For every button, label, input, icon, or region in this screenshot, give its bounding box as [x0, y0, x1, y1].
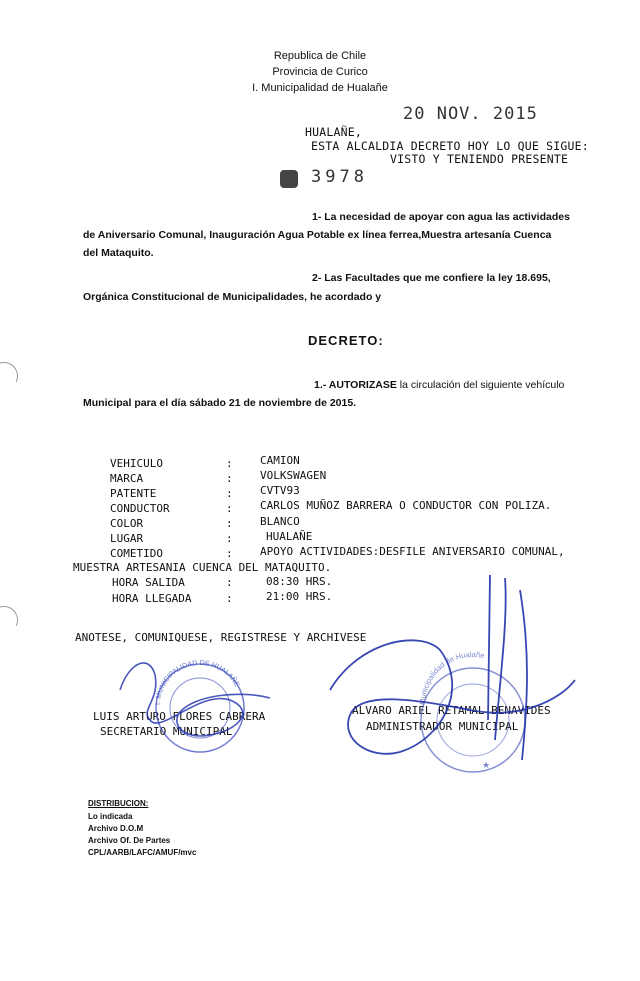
date-stamp: 20 NOV. 2015 [403, 104, 538, 124]
right-signature [330, 575, 575, 760]
vehicle-label-vehiculo: VEHICULO [110, 457, 163, 470]
decree-number: 3978 [311, 167, 368, 187]
cometido-continuation: MUESTRA ARTESANIA CUENCA DEL MATAQUITO. [73, 561, 332, 574]
svg-text:★: ★ [482, 760, 491, 770]
intro-line-1: ESTA ALCALDIA DECRETO HOY LO QUE SIGUE: [311, 139, 589, 153]
signatory-left-name: LUIS ARTURO FLORES CABRERA [93, 710, 266, 723]
vehicle-value-lugar: HUALAÑE [266, 530, 313, 543]
signatory-right-title: ADMINISTRADOR MUNICIPAL [366, 720, 519, 733]
vehicle-value-cometido: APOYO ACTIVIDADES:DESFILE ANIVERSARIO COMUNAL, [260, 545, 565, 558]
vehicle-label-patente: PATENTE [110, 487, 157, 500]
vehicle-value-marca: VOLKSWAGEN [260, 469, 327, 482]
vehicle-label-cometido: COMETIDO [110, 547, 163, 560]
article-1-line-2: Municipal para el día sábado 21 de noviembre de 2015. [83, 397, 357, 409]
time-value-llegada: 21:00 HRS. [266, 590, 333, 603]
left-signature [120, 663, 270, 736]
header-republica: Republica de Chile [273, 50, 367, 62]
vehicle-value-conductor: CARLOS MUÑOZ BARRERA O CONDUCTOR CON POLIZA. [260, 499, 552, 512]
vehicle-sep: : [226, 502, 233, 515]
vehicle-sep: : [226, 457, 233, 470]
vehicle-sep: : [226, 532, 233, 545]
signatory-right-name: ALVARO ARIEL RETAMAL BENAVIDES [352, 704, 551, 717]
time-label-salida: HORA SALIDA [112, 576, 185, 589]
vehicle-sep: : [226, 487, 233, 500]
visto-2-line-2: Orgánica Constitucional de Municipalidades, he acordado y [83, 291, 382, 303]
vehicle-sep: : [226, 472, 233, 485]
vehicle-value-patente: CVTV93 [260, 484, 300, 497]
vehicle-value-color: BLANCO [260, 515, 300, 528]
article-1-lead: 1.- [314, 379, 327, 391]
svg-text:I. MUNICIPALIDAD DE HUALAÑE [155, 660, 240, 705]
distribution-item: CPL/AARB/LAFC/AMUF/mvc [88, 848, 197, 857]
distribution-item: Lo indicada [88, 812, 133, 821]
vehicle-sep: : [226, 547, 233, 560]
intro-line-2: VISTO Y TENIENDO PRESENTE [390, 152, 569, 166]
vehicle-label-marca: MARCA [110, 472, 144, 485]
header-municipalidad: I. Municipalidad de Hualañe [252, 82, 388, 94]
time-label-llegada: HORA LLEGADA [112, 592, 192, 605]
place-name: HUALAÑE, [305, 125, 362, 139]
signatory-left-title: SECRETARIO MUNICIPAL [100, 725, 233, 738]
vehicle-label-conductor: CONDUCTOR [110, 502, 170, 515]
time-sep: : [226, 576, 233, 589]
time-value-salida: 08:30 HRS. [266, 575, 333, 588]
vehicle-sep: : [226, 517, 233, 530]
article-1-rest: la circulación del siguiente vehículo [399, 379, 565, 391]
decreto-title: DECRETO: [308, 333, 384, 348]
article-1-verb: AUTORIZASE [328, 379, 397, 391]
anotese-line: ANOTESE, COMUNIQUESE, REGISTRESE Y ARCHIVESE [75, 631, 367, 644]
visto-2-line-1: 2- Las Facultades que me confiere la ley 18.695, [312, 272, 551, 284]
visto-1-line-1: 1- La necesidad de apoyar con agua las actividades [312, 211, 570, 223]
vehicle-label-color: COLOR [110, 517, 144, 530]
distribution-title: DISTRIBUCION: [88, 799, 149, 808]
visto-1-line-3: del Mataquito. [83, 247, 154, 259]
distribution-item: Archivo D.O.M [88, 824, 144, 833]
left-official-stamp [155, 660, 244, 752]
left-stamp-text: I. MUNICIPALIDAD DE HUALAÑE [154, 659, 241, 706]
right-stamp-text: Municipalidad de Hualañe [417, 649, 486, 706]
distribution-item: Archivo Of. De Partes [88, 836, 171, 845]
time-sep: : [226, 592, 233, 605]
visto-1-line-2: de Aniversario Comunal, Inauguración Agua Potable ex línea ferrea,Muestra artesanía Cuenca [83, 229, 552, 241]
vehicle-label-lugar: LUGAR [110, 532, 144, 545]
vehicle-value-vehiculo: CAMION [260, 454, 300, 467]
header-provincia: Provincia de Curico [272, 66, 368, 78]
